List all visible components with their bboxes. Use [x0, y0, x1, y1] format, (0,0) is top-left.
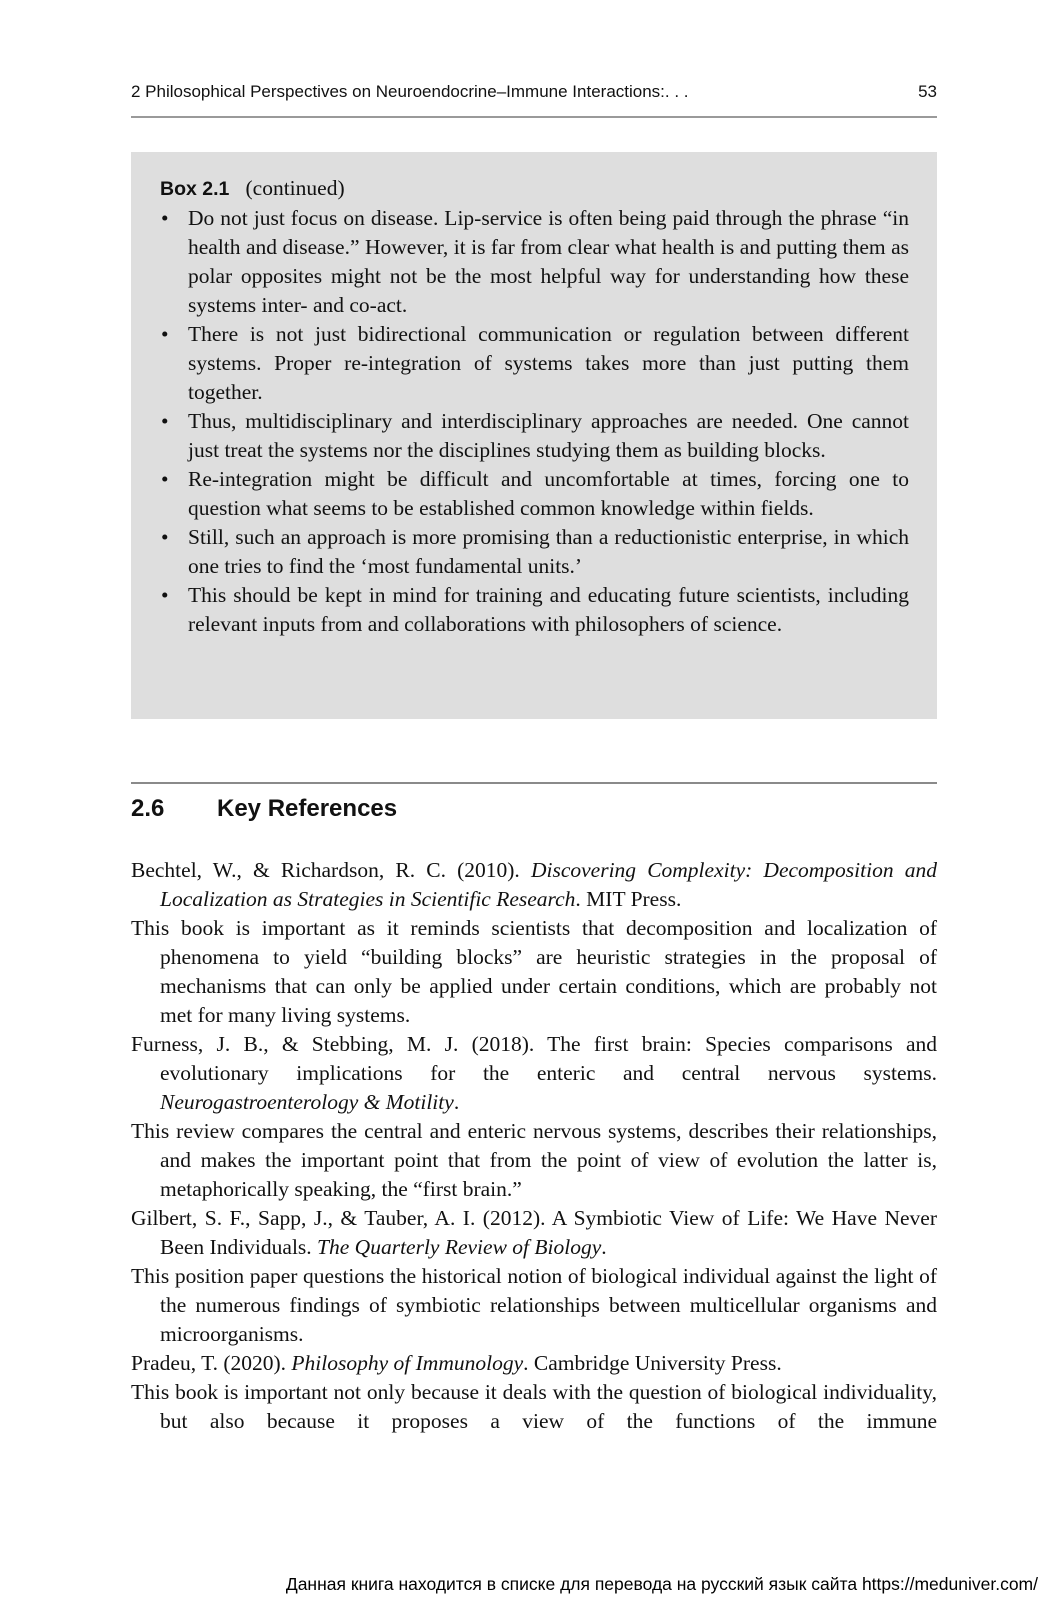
bullet-icon: • — [161, 322, 169, 346]
list-item: • This should be kept in mind for training and educating future scientists, including relevant inputs from and collaborations with philosophers of science. — [161, 583, 909, 636]
reference-annotation: This book is important as it reminds scientists that decomposition and localization of phenomena to yield “building blocks” are heuristic strategies in the proposal of mechanisms that can only be applied under certain conditions, which are probably not met for many living systems. — [131, 916, 937, 1027]
reference-annotation: This position paper questions the historical notion of biological individual against the light of the numerous findings of symbiotic relationships between multicellular organisms and microorganisms. — [131, 1264, 937, 1346]
reference-citation: Furness, J. B., & Stebbing, M. J. (2018). The first brain: Species comparisons and evolutionary implications for the enteric and central nervous systems. Neurogastroenterology & Motility. — [131, 1032, 937, 1114]
box-label: Box 2.1 — [160, 178, 230, 200]
reference-citation: Gilbert, S. F., Sapp, J., & Tauber, A. I. (2012). A Symbiotic View of Life: We Have Never Been Individuals. The Quarterly Review of Biology. — [131, 1206, 937, 1259]
box-bullet-list — [160, 204, 909, 639]
box-continued: (continued) — [245, 176, 345, 200]
running-title: 2 Philosophical Perspectives on Neuroendocrine–Immune Interactions:. . . — [131, 82, 689, 101]
section-title: Key References — [217, 795, 398, 822]
list-item: • Still, such an approach is more promising than a reductionistic enterprise, in which one tries to find the ‘most fundamental units.’ — [161, 525, 909, 578]
box-2-1 — [131, 152, 937, 719]
section-number: 2.6 — [131, 795, 165, 822]
reference-citation: Pradeu, T. (2020). Philosophy of Immunology. Cambridge University Press. — [131, 1351, 782, 1375]
list-item: • There is not just bidirectional communication or regulation between different systems. Proper re-integration of systems takes more than just putting them together. — [161, 322, 909, 404]
section-heading — [131, 792, 937, 826]
list-item: • Re-integration might be difficult and uncomfortable at times, forcing one to question what seems to be established common knowledge within fields. — [161, 467, 909, 520]
footer-note: Данная книга находится в списке для перевода на русский язык сайта https://meduniver.com/ — [285, 1574, 1038, 1594]
reference-citation: Bechtel, W., & Richardson, R. C. (2010). Discovering Complexity: Decomposition and Localization as Strategies in Scientific Research. MIT Press. — [131, 858, 937, 911]
box-title — [160, 174, 909, 204]
list-item: • Thus, multidisciplinary and interdisciplinary approaches are needed. One cannot just treat the systems nor the disciplines studying them as building blocks. — [161, 409, 909, 462]
header-rule — [131, 116, 937, 118]
references-list — [131, 856, 937, 1436]
section-rule — [131, 782, 937, 784]
page-number: 53 — [918, 82, 937, 101]
reference-annotation: This review compares the central and enteric nervous systems, describes their relationships, and makes the important point that from the point of view of evolution the latter is, metaphorically speaking, the “first brain.” — [131, 1119, 937, 1201]
bullet-icon: • — [161, 525, 169, 549]
running-header — [131, 82, 937, 102]
bullet-icon: • — [161, 409, 169, 433]
bullet-icon: • — [161, 206, 169, 230]
list-item: • Do not just focus on disease. Lip-service is often being paid through the phrase “in health and disease.” However, it is far from clear what health is and putting them as polar opposites might not be the most helpful way for understanding how these systems inter- and co-act. — [161, 206, 909, 317]
reference-annotation: This book is important not only because it deals with the question of biological individuality, but also because it proposes a view of the functions of the immune — [131, 1380, 937, 1433]
bullet-icon: • — [161, 467, 169, 491]
bullet-icon: • — [161, 583, 169, 607]
